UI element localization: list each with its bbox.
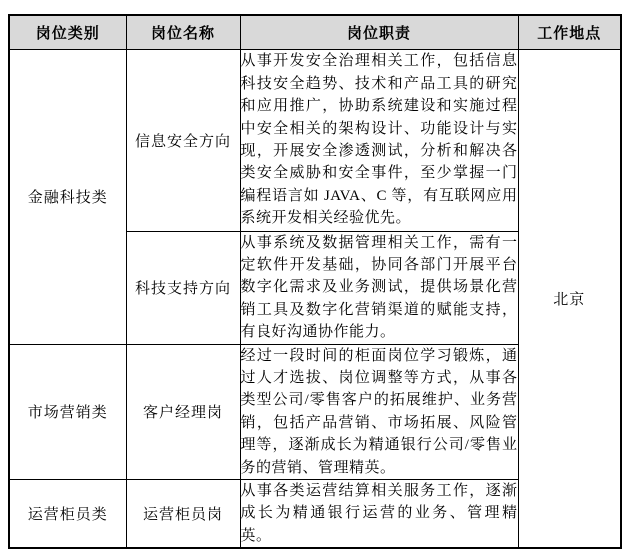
duty-cell-teller: 从事各类运营结算相关服务工作，逐渐成长为精通银行运营的业务、管理精英。 [240,479,518,548]
header-cell-category: 岗位类别 [9,15,126,49]
duty-cell-techsupport: 从事系统及数据管理相关工作，需有一定软件开发基础，协同各部门开展平台数字化需求及业务测试，提供场景化营销工具及数字化营销渠道的赋能支持，有良好沟通协作能力。 [240,231,518,344]
category-cell-fintech: 金融科技类 [9,49,126,344]
duty-cell-infosec: 从事开发安全治理相关工作，包括信息科技安全趋势、技术和产品工具的研究和应用推广，协助系统建设和实施过程中安全相关的架构设计、功能设计与实现，开展安全渗透测试，分析和解决各类安全威胁和安全事件，至少掌握一门编程语言如 JAVA、C 等，有互联网应用系统开发相关经验优先。 [240,49,518,231]
header-cell-location: 工作地点 [518,15,621,49]
header-cell-duty: 岗位职责 [240,15,518,49]
category-cell-operations: 运营柜员类 [9,479,126,548]
location-cell: 北京 [518,49,621,548]
category-cell-marketing: 市场营销类 [9,344,126,479]
position-cell-accountmanager: 客户经理岗 [126,344,240,479]
table-row-infosec [9,49,621,231]
header-row [9,15,621,49]
duty-cell-accountmanager: 经过一段时间的柜面岗位学习锻炼，通过人才选拔、岗位调整等方式，从事各类型公司/零售客户的拓展维护、业务营销，包括产品营销、市场拓展、风险管理等，逐渐成长为精通银行公司/零售业务的营销、管理精英。 [240,344,518,479]
position-cell-infosec: 信息安全方向 [126,49,240,231]
header-cell-position: 岗位名称 [126,15,240,49]
position-cell-teller: 运营柜员岗 [126,479,240,548]
job-positions-table [8,14,622,549]
position-cell-techsupport: 科技支持方向 [126,231,240,344]
